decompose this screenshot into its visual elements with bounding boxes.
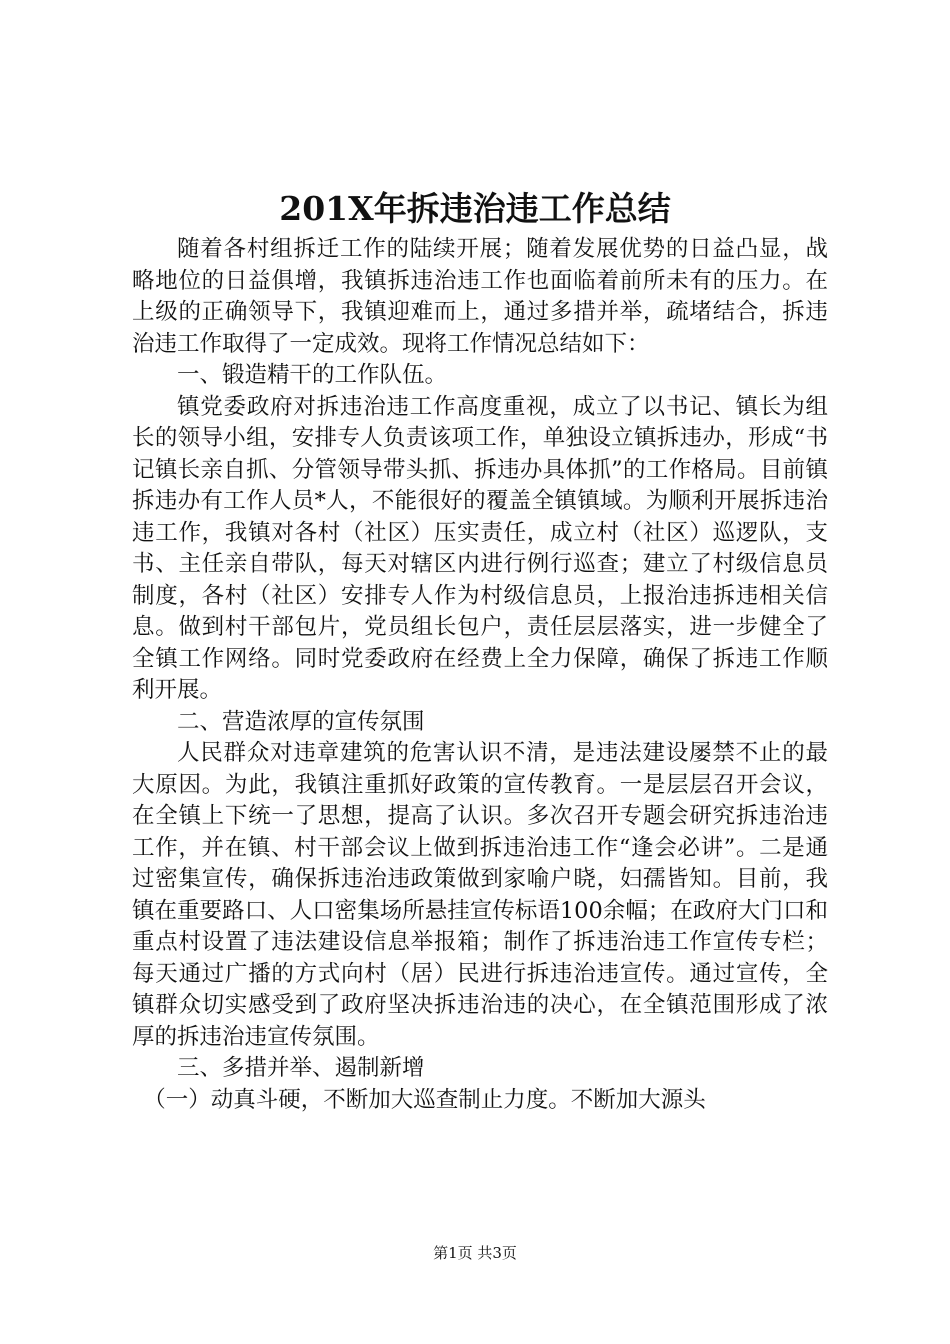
paragraph-team: 镇党委政府对拆违治违工作高度重视，成立了以书记、镇长为组长的领导小组，安排专人负责该项工作，单独设立镇拆违办，形成“书记镇长亲自抓、分管领导带头抓、拆违办具体抓”的工作格局。目前镇拆违办有工作人员*人，不能很好的覆盖全镇镇域。为顺利开展拆违治违工作，我镇对各村（社区）压实责任，成立村（社区）巡逻队，支书、主任亲自带队，每天对辖区内进行例行巡查；建立了村级信息员制度，各村（社区）安排专人作为村级信息员，上报治违拆违相关信息。做到村干部包片，党员组长包户，责任层层落实，进一步健全了全镇工作网络。同时党委政府在经费上全力保障，确保了拆违工作顺利开展。 [132, 393, 828, 703]
section-heading-2: 二、营造浓厚的宣传氛围 [177, 708, 425, 735]
document-title: 201X年拆违治违工作总结 [279, 189, 671, 228]
subsection-1: （一）动真斗硬，不断加大巡查制止力度。不断加大源头 [143, 1086, 706, 1113]
section-heading-1: 一、锻造精干的工作队伍。 [177, 362, 448, 388]
paragraph-intro: 随着各村组拆迁工作的陆续开展；随着发展优势的日益凸显，战略地位的日益俱增，我镇拆违治违工作也面临着前所未有的压力。在上级的正确领导下，我镇迎难而上，通过多措并举，疏堵结合，拆违治违工作取得了一定成效。现将工作情况总结如下： [132, 236, 828, 357]
section-heading-3: 三、多措并举、遏制新增 [177, 1055, 425, 1081]
page-footer: 第1页 共3页 [433, 1244, 517, 1262]
document-body [132, 234, 828, 1116]
paragraph-publicity: 人民群众对违章建筑的危害认识不清，是违法建设屡禁不止的最大原因。为此，我镇注重抓好政策的宣传教育。一是层层召开会议，在全镇上下统一了思想，提高了认识。多次召开专题会研究拆违治违工作，并在镇、村干部会议上做到拆违治违工作“逢会必讲”。二是通过密集宣传，确保拆违治违政策做到家喻户晓，妇孺皆知。目前，我镇在重要路口、人口密集场所悬挂宣传标语100余幅；在政府大门口和重点村设置了违法建设信息举报箱；制作了拆违治违工作宣传专栏；每天通过广播的方式向村（居）民进行拆违治违宣传。通过宣传，全镇群众切实感受到了政府坚决拆违治违的决心，在全镇范围形成了浓厚的拆违治违宣传氛围。 [132, 740, 828, 1050]
